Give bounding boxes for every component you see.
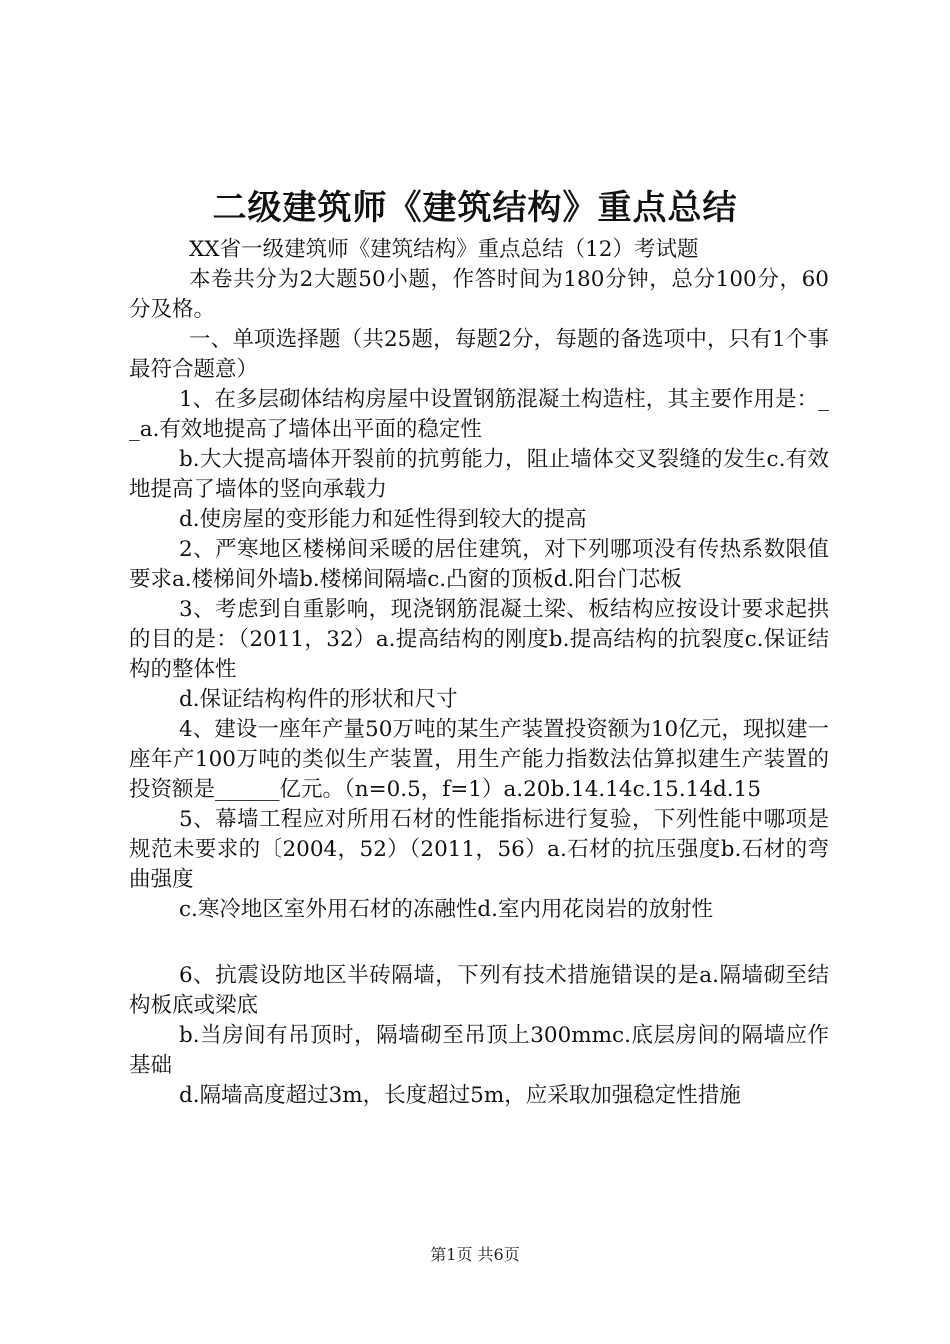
question-5: 5、幕墙工程应对所用石材的性能指标进行复验，下列性能中哪项是规范未要求的〔2004，52）（2011，56）a.石材的抗压强度b.石材的弯曲强度: [129, 807, 829, 892]
page-footer: 第1页 共6页: [430, 1245, 520, 1264]
paragraph-gap: [129, 925, 829, 961]
question-3-option-d: d.保证结构构件的形状和尺寸: [179, 687, 458, 712]
question-1: 1、在多层砌体结构房屋中设置钢筋混凝土构造柱，其主要作用是：__a.有效地提高了墙体出平面的稳定性: [129, 387, 829, 442]
question-1-option-bc: b.大大提高墙体开裂前的抗剪能力，阻止墙体交叉裂缝的发生c.有效地提高了墙体的竖向承载力: [129, 447, 829, 502]
question-2: 2、严寒地区楼梯间采暖的居住建筑，对下列哪项没有传热系数限值要求a.楼梯间外墙b.楼梯间隔墙c.凸窗的顶板d.阳台门芯板: [129, 537, 829, 592]
paragraph-section-heading: 一、单项选择题（共25题，每题2分，每题的备选项中，只有1个事最符合题意）: [129, 327, 829, 382]
question-4: 4、建设一座年产量50万吨的某生产装置投资额为10亿元，现拟建一座年产100万吨的类似生产装置，用生产能力指数法估算拟建生产装置的投资额是______亿元。（n=0.5，f=1）a.20b.14.14c.15.14d.15: [129, 717, 829, 802]
document-body: [129, 235, 829, 1111]
question-6-option-d: d.隔墙高度超过3m，长度超过5m，应采取加强稳定性措施: [179, 1083, 741, 1108]
question-6: 6、抗震设防地区半砖隔墙，下列有技术措施错误的是a.隔墙砌至结构板底或梁底: [129, 963, 829, 1018]
paragraph-exam-info: 本卷共分为2大题50小题，作答时间为180分钟，总分100分，60分及格。: [129, 267, 829, 322]
question-3: 3、考虑到自重影响，现浇钢筋混凝土梁、板结构应按设计要求起拱的目的是：（2011，32）a.提高结构的刚度b.提高结构的抗裂度c.保证结构的整体性: [129, 597, 829, 682]
question-5-option-cd: c.寒冷地区室外用石材的冻融性d.室内用花岗岩的放射性: [179, 897, 713, 922]
question-6-option-bc: b.当房间有吊顶时，隔墙砌至吊顶上300mmc.底层房间的隔墙应作基础: [129, 1023, 829, 1078]
document-title: 二级建筑师《建筑结构》重点总结: [212, 188, 738, 228]
question-1-option-d: d.使房屋的变形能力和延性得到较大的提高: [179, 507, 587, 532]
paragraph-subtitle: XX省一级建筑师《建筑结构》重点总结（12）考试题: [189, 237, 699, 262]
